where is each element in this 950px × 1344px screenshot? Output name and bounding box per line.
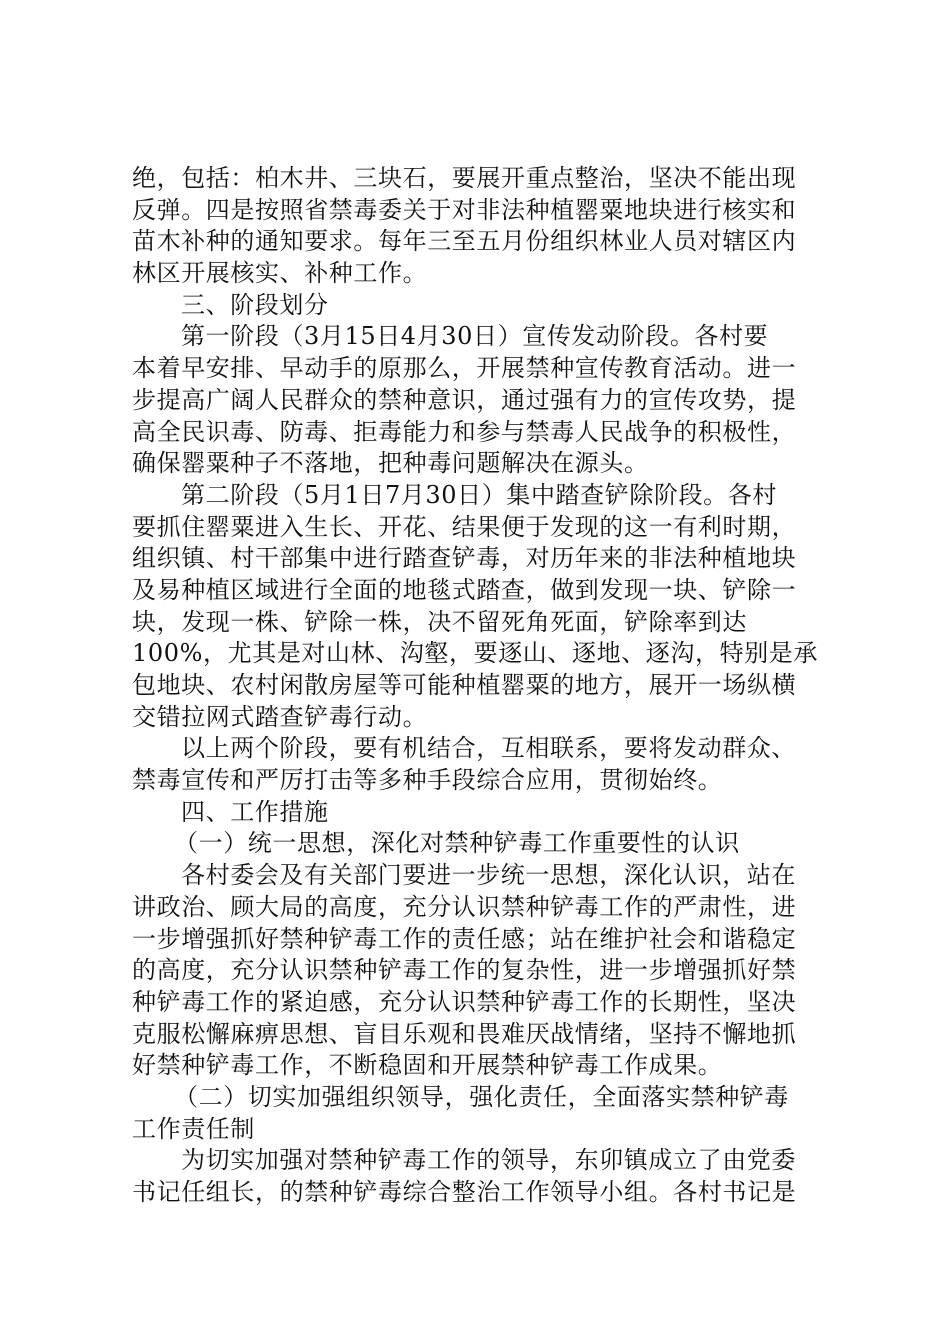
text-line: 种铲毒工作的紧迫感，充分认识禁种铲毒工作的长期性，坚决	[132, 987, 797, 1016]
section-heading: 三、阶段划分	[181, 290, 329, 319]
text-line: 好禁种铲毒工作，不断稳固和开展禁种铲毒工作成果。	[132, 1051, 723, 1080]
text-line: 第一阶段（3月15日4月30日）宣传发动阶段。各村要	[181, 322, 769, 351]
text-line: 100%，尤其是对山林、沟壑，要逐山、逐地、逐沟，特别是承	[132, 639, 819, 668]
text-line: 书记任组长，的禁种铲毒综合整治工作领导小组。各村书记是	[132, 1178, 797, 1206]
text-line: 的高度，充分认识禁种铲毒工作的复杂性，进一步增强抓好禁	[132, 956, 797, 985]
text-line: 反弹。四是按照省禁毒委关于对非法种植罂粟地块进行核实和	[132, 195, 797, 224]
text-line: 交错拉网式踏查铲毒行动。	[132, 702, 428, 731]
text-line: 本着早安排、早动手的原那么，开展禁种宣传教育活动。进一	[132, 354, 797, 383]
text-line: 克服松懈麻痹思想、盲目乐观和畏难厌战情绪，坚持不懈地抓	[132, 1019, 797, 1048]
text-line: 为切实加强对禁种铲毒工作的领导，东卯镇成立了由党委	[181, 1146, 796, 1175]
text-line: 及易种植区域进行全面的地毯式踏查，做到发现一块、铲除一	[132, 575, 797, 604]
text-line: 讲政治、顾大局的高度，充分认识禁种铲毒工作的严肃性，进	[132, 892, 797, 921]
subsection-heading-continued: 工作责任制	[132, 1114, 255, 1143]
text-line: 苗木补种的通知要求。每年三至五月份组织林业人员对辖区内	[132, 227, 797, 256]
text-line: 林区开展核实、补种工作。	[132, 259, 428, 288]
text-line: 包地块、农村闲散房屋等可能种植罂粟的地方，展开一场纵横	[132, 671, 797, 699]
text-line: 高全民识毒、防毒、拒毒能力和参与禁毒人民战争的积极性，	[132, 417, 797, 446]
section-heading: 四、工作措施	[181, 797, 329, 826]
text-line: 各村委会及有关部门要进一步统一思想，深化认识，站在	[181, 861, 796, 890]
text-line: 确保罂粟种子不落地，把种毒问题解决在源头。	[132, 449, 649, 478]
text-line: 禁毒宣传和严厉打击等多种手段综合应用，贯彻始终。	[132, 766, 723, 795]
text-line: 绝，包括：柏木井、三块石，要展开重点整治，坚决不能出现	[132, 164, 797, 192]
subsection-heading: （一）统一思想，深化对禁种铲毒工作重要性的认识	[174, 829, 740, 858]
text-line: 一步增强抓好禁种铲毒工作的责任感；站在维护社会和谐稳定	[132, 924, 797, 953]
subsection-heading: （二）切实加强组织领导，强化责任，全面落实禁种铲毒	[174, 1082, 789, 1111]
document-body	[132, 163, 822, 1209]
text-line: 要抓住罂粟进入生长、开花、结果便于发现的这一有利时期，	[132, 512, 797, 541]
text-line: 组织镇、村干部集中进行踏查铲毒，对历年来的非法种植地块	[132, 544, 797, 573]
text-line: 以上两个阶段，要有机结合，互相联系，要将发动群众、	[181, 734, 796, 763]
text-line: 块，发现一株、铲除一株，决不留死角死面，铲除率到达	[132, 607, 747, 636]
text-line: 第二阶段（5月1日7月30日）集中踏查铲除阶段。各村	[181, 480, 777, 509]
text-line: 步提高广阔人民群众的禁种意识，通过强有力的宣传攻势，提	[132, 385, 797, 414]
